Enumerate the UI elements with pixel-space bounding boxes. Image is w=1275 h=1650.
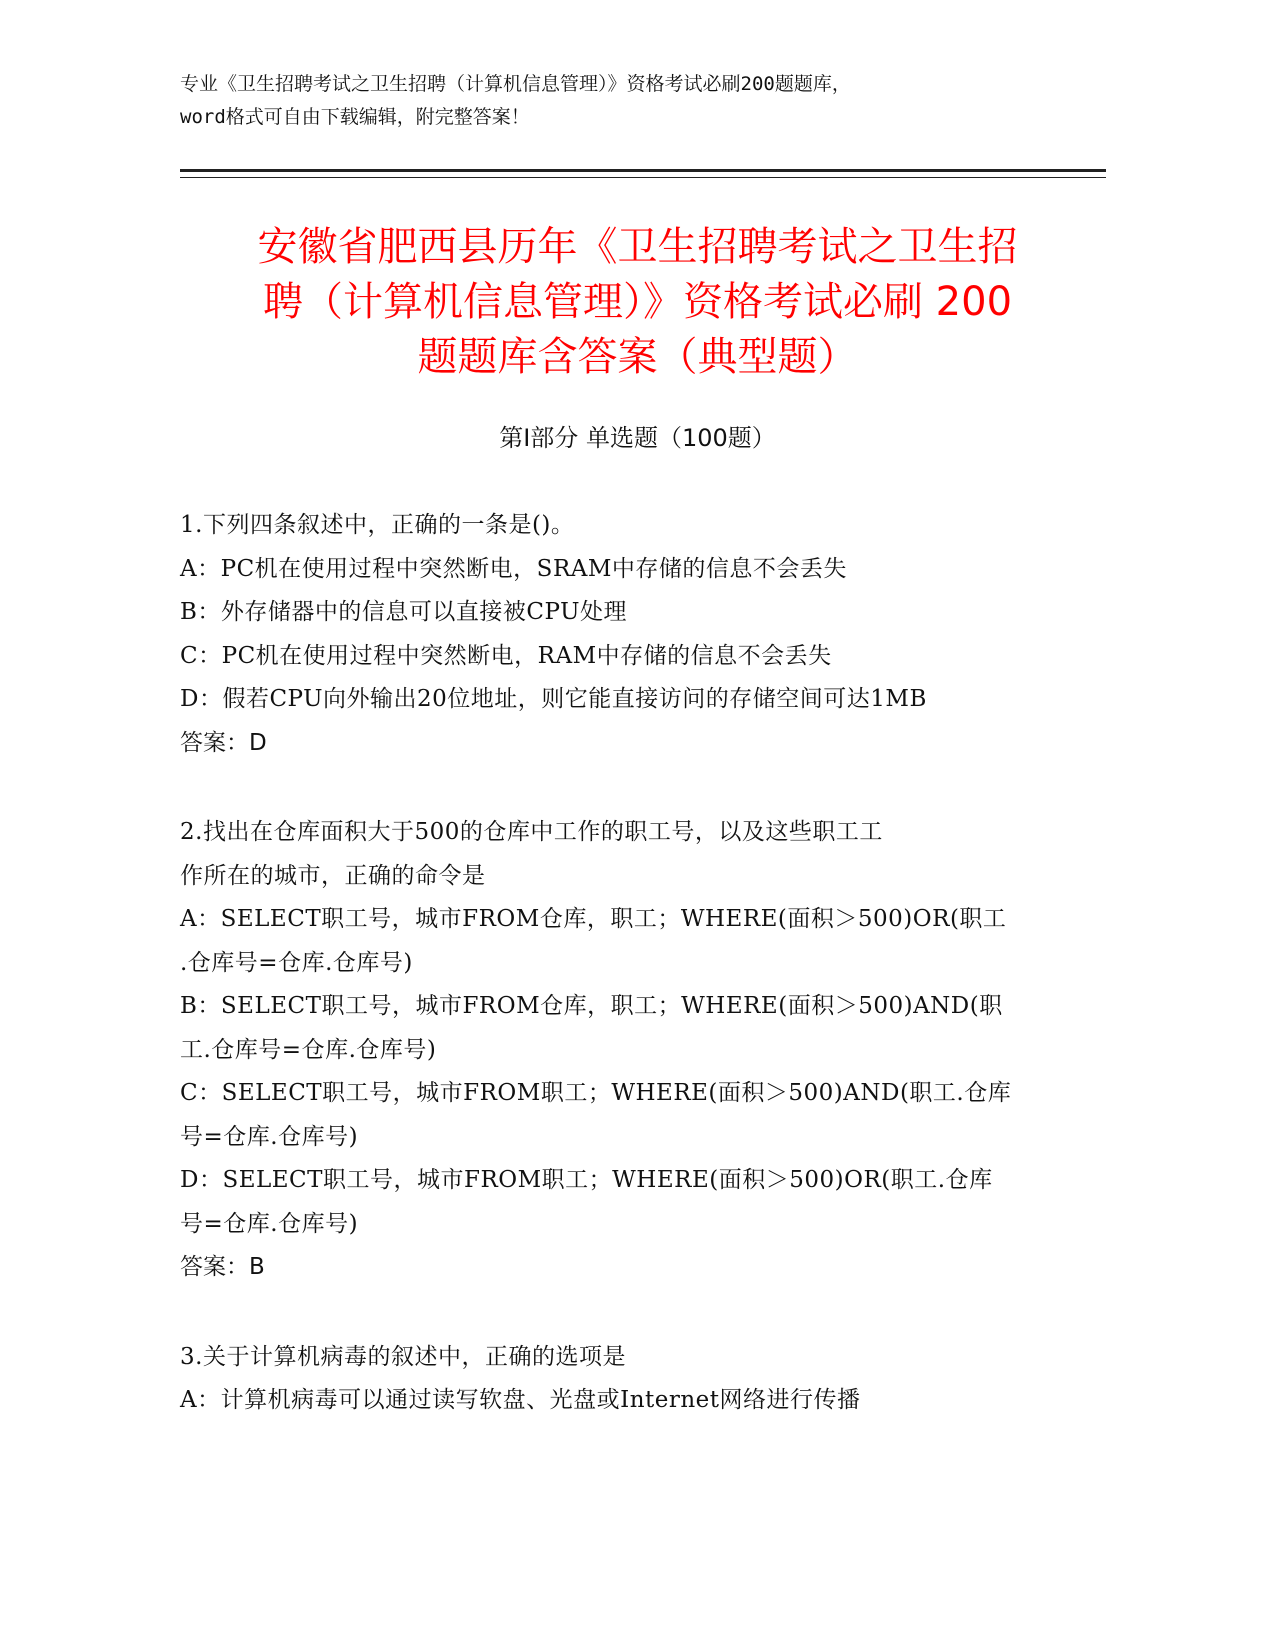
option-a: A：计算机病毒可以通过读写软盘、光盘或Internet网络进行传播	[180, 1387, 861, 1413]
header-note-line-1: 专业《卫生招聘考试之卫生招聘（计算机信息管理）》资格考试必刷200题题库，	[180, 73, 851, 95]
option-c: C：PC机在使用过程中突然断电，RAM中存储的信息不会丢失	[180, 642, 832, 669]
header-note	[180, 68, 1080, 134]
document-title	[150, 220, 1125, 385]
option-a-continued: .仓库号=仓库.仓库号)	[180, 949, 413, 976]
section-heading: 第Ⅰ部分 单选题（100题）	[499, 424, 776, 452]
header-rule-thick	[180, 169, 1106, 172]
header-note-line-2: word格式可自由下载编辑，附完整答案！	[180, 106, 530, 128]
option-a: A：PC机在使用过程中突然断电，SRAM中存储的信息不会丢失	[180, 555, 847, 582]
question-3	[180, 1336, 1060, 1423]
option-d: D：SELECT职工号，城市FROM职工；WHERE(面积＞500)OR(职工.仓库	[180, 1167, 993, 1193]
question-stem: 3.关于计算机病毒的叙述中，正确的选项是	[180, 1343, 626, 1370]
option-c-continued: 号=仓库.仓库号)	[180, 1123, 359, 1150]
question-stem: 1.下列四条叙述中，正确的一条是()。	[180, 512, 575, 538]
question-list	[180, 504, 1060, 1469]
answer: 答案：B	[180, 1254, 265, 1280]
question-stem: 2.找出在仓库面积大于500的仓库中工作的职工号，以及这些职工工	[180, 819, 883, 845]
document-title-line-3: 题题库含答案（典型题）	[417, 334, 858, 380]
option-c: C：SELECT职工号，城市FROM职工；WHERE(面积＞500)AND(职工.仓库	[180, 1080, 1012, 1106]
option-b: B：SELECT职工号，城市FROM仓库，职工；WHERE(面积＞500)AND(职	[180, 993, 1003, 1019]
document-title-line-2: 聘（计算机信息管理）》资格考试必刷 200	[262, 279, 1013, 325]
option-b-continued: 工.仓库号=仓库.仓库号)	[180, 1036, 437, 1063]
option-d-continued: 号=仓库.仓库号)	[180, 1210, 359, 1237]
header-rule-thin	[180, 177, 1106, 178]
answer: 答案：D	[180, 729, 267, 756]
question-stem-continued: 作所在的城市，正确的命令是	[180, 862, 486, 889]
option-a: A：SELECT职工号，城市FROM仓库，职工；WHERE(面积＞500)OR(职工	[180, 906, 1007, 932]
document-title-line-1: 安徽省肥西县历年《卫生招聘考试之卫生招	[257, 224, 1018, 270]
option-b: B：外存储器中的信息可以直接被CPU处理	[180, 599, 627, 625]
option-d: D：假若CPU向外输出20位地址，则它能直接访问的存储空间可达1MB	[180, 686, 927, 712]
question-2	[180, 811, 1060, 1290]
question-1	[180, 504, 1060, 765]
